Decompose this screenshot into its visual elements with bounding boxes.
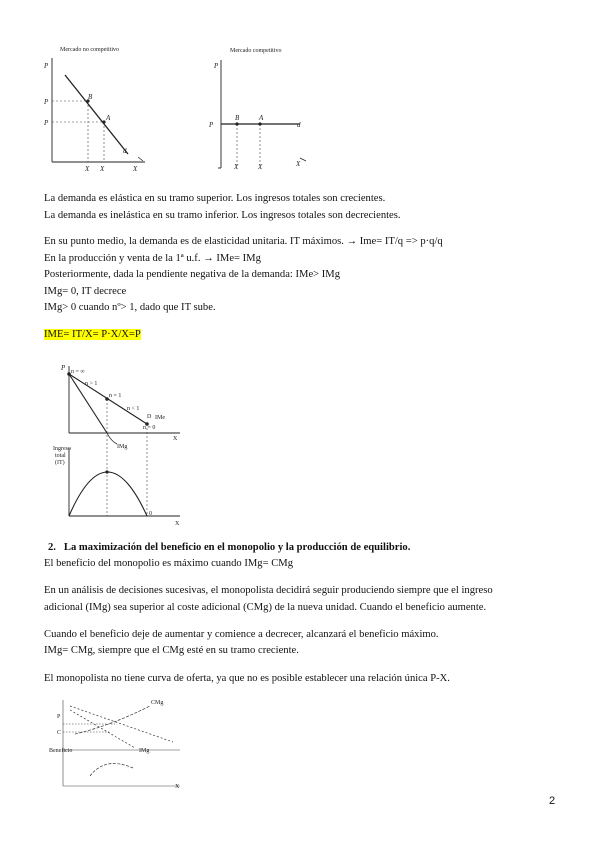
- right-chart-title: Mercado competitivo: [230, 48, 282, 54]
- right-axis-p: P: [214, 62, 219, 70]
- left-chart-title: Mercado no competitivo: [60, 47, 119, 53]
- page-number: 2: [549, 795, 556, 807]
- fig2-label-total: total: [55, 453, 66, 459]
- fig2-label-o: 0: [149, 511, 152, 517]
- fig2-label-neq1: n = 1: [109, 393, 122, 399]
- left-label-a: A: [106, 114, 111, 122]
- fig3-label-cmg: CMg: [151, 700, 164, 706]
- fig2-label-ngt1: n > 1: [85, 381, 98, 387]
- left-label-b: B: [88, 93, 93, 101]
- left-label-x0: X: [100, 165, 105, 173]
- fig2-label-nlt1: n < 1: [127, 406, 140, 412]
- paragraph-sequential-1: En un análisis de decisiones sucesivas, el monopolista decidirá seguir produciendo siempre que el ingreso: [44, 585, 493, 596]
- right-label-x: X: [296, 160, 301, 168]
- fig3-label-x: X: [175, 784, 180, 790]
- paragraph-midpoint: En su punto medio, la demanda es de elasticidad unitaria. IT máximos. → Ime= IT/q => p·q/q: [44, 236, 443, 247]
- right-label-x1: X: [234, 163, 239, 171]
- highlighted-formula: [44, 327, 141, 344]
- highlighted-formula-text: IME= IT/X= P·X/X=P: [44, 329, 141, 340]
- right-label-d: d: [297, 121, 301, 129]
- left-label-p0: P: [44, 119, 49, 127]
- paragraph-first-unit: En la producción y venta de la 1ª u.f. → IMe= IMg: [44, 253, 261, 264]
- fig2-label-it: (IT): [55, 460, 65, 466]
- fig3-label-beneficio: Beneficio: [49, 748, 73, 754]
- section-heading: [48, 540, 410, 557]
- right-label-x0: X: [258, 163, 263, 171]
- section-number: 2.: [48, 542, 56, 553]
- fig2-label-ime: IMe: [155, 415, 165, 421]
- fig2-label-ninf: n = ∞: [71, 369, 85, 375]
- left-label-d: d: [123, 147, 127, 155]
- section-title: La maximización del beneficio en el monopolio y la producción de equilibrio.: [63, 542, 411, 553]
- left-label-x: X: [133, 165, 138, 173]
- left-demand-line: [65, 75, 128, 154]
- right-label-a: A: [259, 114, 264, 122]
- paragraph-img-zero: IMg= 0, IT decrece: [44, 286, 127, 297]
- figure-demand-markets: [30, 40, 320, 180]
- fig3-label-p: P: [57, 714, 61, 720]
- fig3-profit-curve: [90, 764, 133, 777]
- left-axis-p: P: [44, 62, 49, 70]
- left-label-p1: P: [44, 98, 49, 106]
- fig2-label-x-top: X: [173, 436, 178, 442]
- fig2-label-ingreso: Ingreso: [53, 446, 71, 452]
- fig2-total-revenue-curve: [69, 472, 147, 516]
- fig3-label-img: IMg: [139, 748, 150, 754]
- fig2-label-n0: n = 0: [143, 425, 156, 431]
- left-label-x1: X: [85, 165, 90, 173]
- paragraph-stop-1: Cuando el beneficio deje de aumentar y comience a decrecer, alcanzará el beneficio máximo.: [44, 629, 439, 640]
- paragraph-sequential-2: adicional (IMg) sea superior al coste adicional (CMg) de la nueva unidad. Cuando el beneficio aumente.: [44, 602, 487, 613]
- right-label-p0: P: [209, 121, 214, 129]
- paragraph-elastic: La demanda es elástica en su tramo superior. Los ingresos totales son crecientes.: [44, 193, 386, 204]
- figure-monopoly-equilibrium: [49, 696, 195, 791]
- fig2-label-x-bottom: X: [175, 521, 180, 527]
- paragraph-slope: Posteriormente, dada la pendiente negativa de la demanda: IMe> IMg: [44, 269, 341, 280]
- fig2-axis-p: P: [61, 364, 66, 372]
- fig3-label-c: C: [57, 730, 62, 736]
- fig3-img-line: [70, 710, 135, 748]
- fig2-label-img: IMg: [117, 444, 128, 450]
- paragraph-no-supply: El monopolista no tiene curva de oferta, ya que no es posible establecer una relación única P-X.: [44, 673, 450, 684]
- fig2-label-d: D: [147, 414, 152, 420]
- paragraph-stop-2: IMg= CMg, siempre que el CMg esté en su tramo creciente.: [44, 645, 299, 656]
- right-label-b: B: [235, 114, 240, 122]
- figure-elasticity-revenue: [55, 358, 195, 530]
- paragraph-max-profit: El beneficio del monopolio es máximo cuando IMg= CMg: [44, 558, 293, 569]
- paragraph-inelastic: La demanda es inelástica en su tramo inferior. Los ingresos totales son decrecientes.: [44, 210, 401, 221]
- paragraph-img-positive: IMg> 0 cuando nº> 1, dado que IT sube.: [44, 302, 216, 313]
